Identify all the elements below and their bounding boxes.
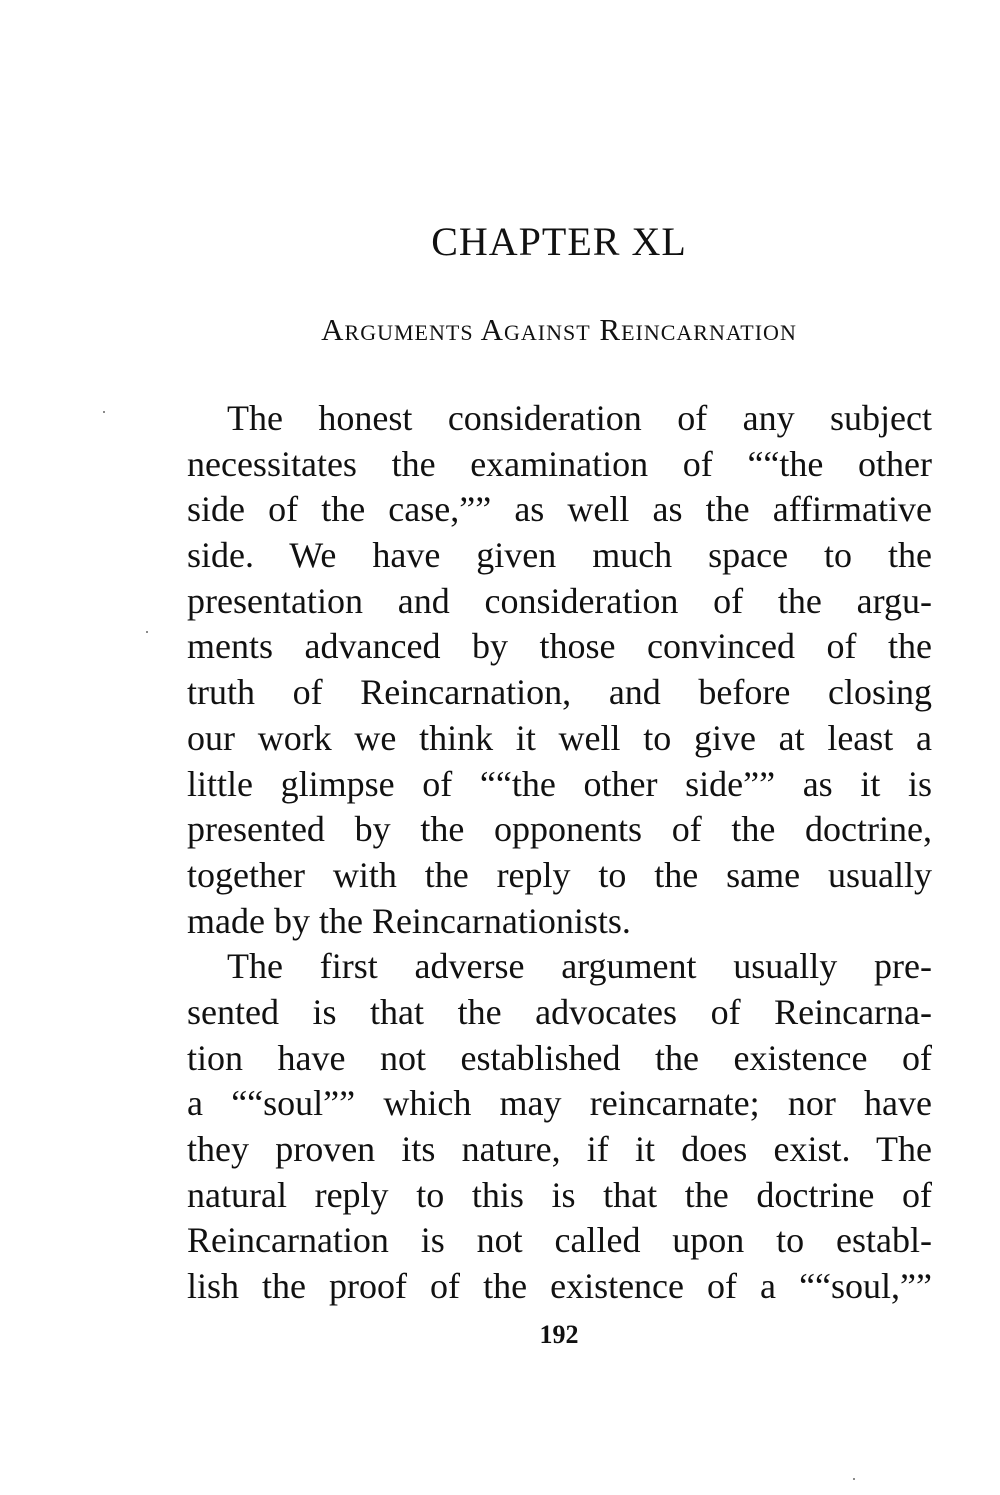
text-line: tion have not established the existence of (187, 1037, 932, 1078)
text-line: side of the case,”” as well as the affirmative (187, 489, 932, 530)
scan-speck (853, 1478, 855, 1480)
body-text (187, 396, 932, 1310)
text-line: our work we think it well to give at least a (187, 717, 932, 758)
scan-speck (146, 631, 148, 633)
text-line: Reincarnation is not called upon to establ- (187, 1220, 932, 1261)
text-line: lish the proof of the existence of a ““soul,”” (187, 1266, 932, 1307)
text-line: side. We have given much space to the (187, 535, 932, 576)
text-line: necessitates the examination of ““the other (187, 443, 932, 484)
text-line: together with the reply to the same usually (187, 854, 932, 895)
chapter-subtitle: Arguments Against Reincarnation (321, 312, 797, 347)
chapter-title: CHAPTER XL (431, 219, 687, 264)
page-number: 192 (539, 1320, 579, 1349)
text-line: The honest consideration of any subject (227, 398, 932, 438)
text-line: sented is that the advocates of Reincarna- (187, 991, 932, 1032)
text-line: made by the Reincarnationists. (187, 900, 631, 941)
text-line: ments advanced by those convinced of the (187, 626, 932, 667)
text-line: natural reply to this is that the doctrine of (187, 1174, 932, 1215)
text-line: presented by the opponents of the doctrine, (187, 809, 932, 850)
paragraph-1 (187, 396, 932, 944)
text-line: they proven its nature, if it does exist. The (187, 1129, 932, 1169)
scan-speck (103, 411, 105, 413)
text-line: little glimpse of ““the other side”” as it is (187, 763, 932, 804)
text-line: a ““soul”” which may reincarnate; nor have (187, 1083, 932, 1124)
text-line: truth of Reincarnation, and before closing (187, 672, 932, 713)
text-line: The first adverse argument usually pre- (227, 946, 932, 987)
paragraph-2 (187, 944, 932, 1310)
text-line: presentation and consideration of the argu- (187, 580, 932, 621)
